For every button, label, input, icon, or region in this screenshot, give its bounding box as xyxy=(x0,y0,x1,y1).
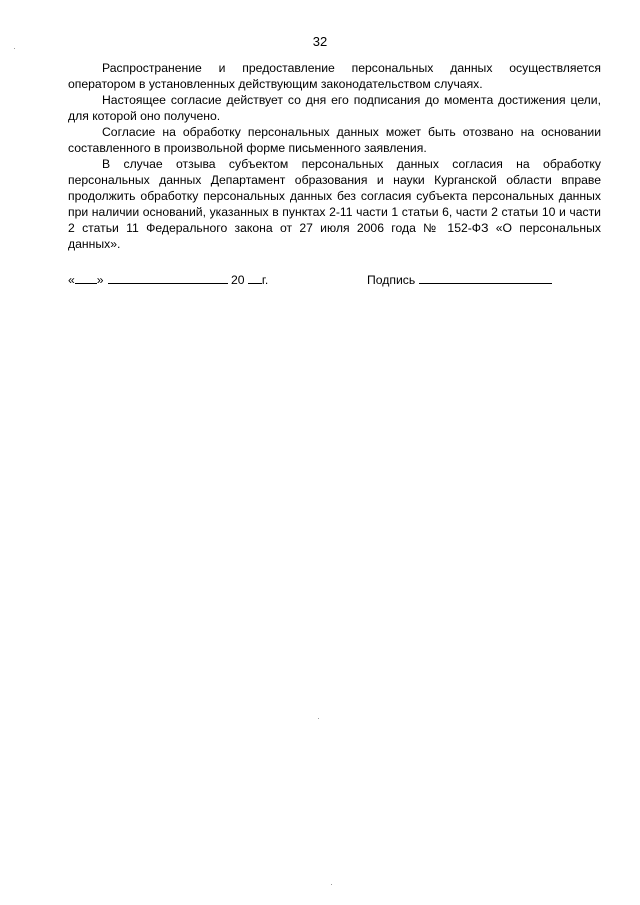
signature-label: Подпись xyxy=(367,273,416,287)
signature-row xyxy=(68,271,601,291)
year-suffix: г. xyxy=(261,273,269,287)
paragraph-revocation: Согласие на обработку персональных данных может быть отозвано на основании составленного в произвольной форме письменного заявления. xyxy=(68,125,601,155)
day-blank[interactable] xyxy=(75,271,97,284)
page-number: 32 xyxy=(312,34,328,49)
scan-speck xyxy=(331,884,332,885)
date-close-quote: » xyxy=(96,273,104,287)
paragraph-revocation-consequences: В случае отзыва субъектом персональных данных согласия на обработку персональных данных Департамент образования и науки Курганской области вправе продолжить обработку персональных данных без согласия субъекта персональных данных при наличии оснований, указанных в пунктах 2-11 части 1 статьи 6, части 2 статьи 10 и части 2 статьи 11 Федерального закона от 27 июля 2006 года № 152-ФЗ «О персональных данных». xyxy=(68,157,601,251)
signature-field xyxy=(367,271,552,288)
consent-body xyxy=(68,60,601,252)
month-blank[interactable] xyxy=(108,271,228,284)
scan-speck xyxy=(318,718,319,719)
signature-blank[interactable] xyxy=(419,271,552,284)
paragraph-distribution: Распространение и предоставление персональных данных осуществляется оператором в установленных действующим законодательством случаях. xyxy=(68,61,601,91)
date-field xyxy=(68,271,268,288)
paragraph-validity: Настоящее согласие действует со дня его подписания до момента достижения цели, для которой оно получено. xyxy=(68,93,601,123)
year-blank[interactable] xyxy=(248,271,262,284)
scan-speck xyxy=(14,48,15,49)
year-prefix: 20 xyxy=(230,273,245,287)
date-open-quote: « xyxy=(68,273,75,287)
